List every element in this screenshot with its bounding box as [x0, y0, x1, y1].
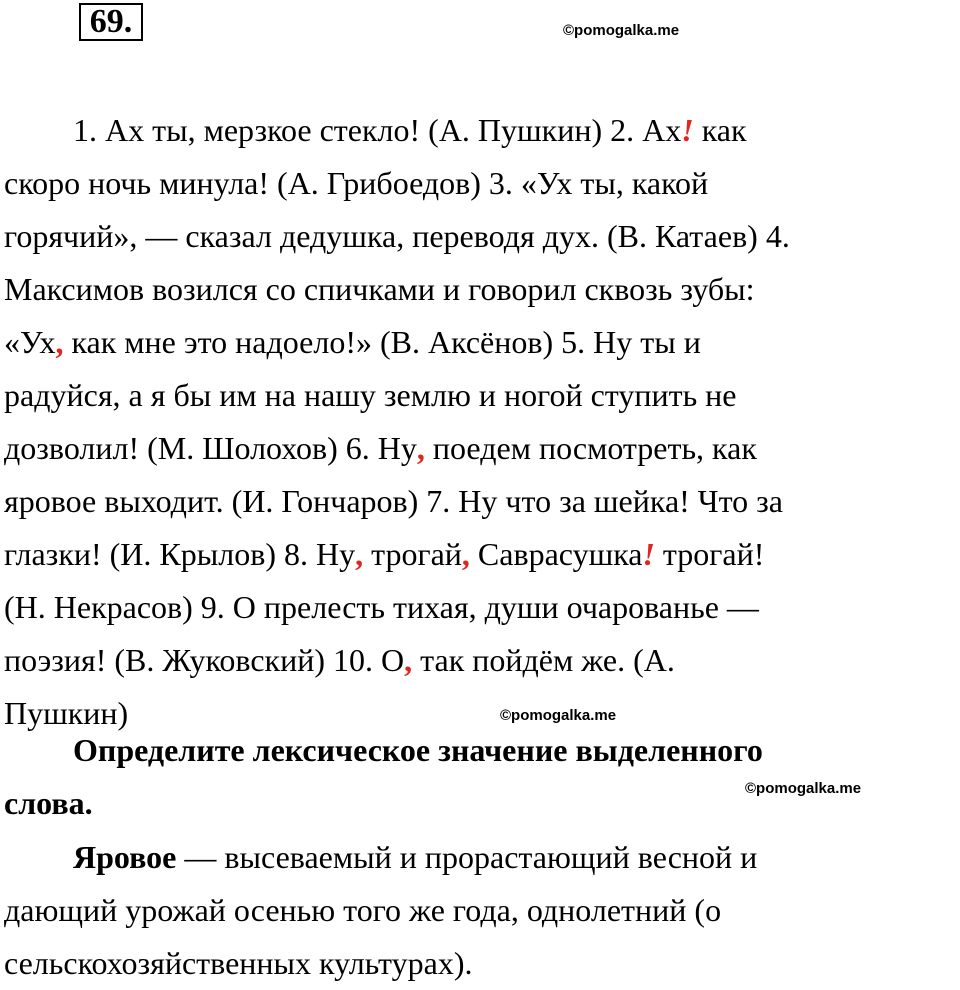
exercise-line-10: (Н. Некрасов) 9. О прелесть тихая, души очарованье —: [4, 589, 759, 625]
exercise-line-4: Максимов возился со спичками и говорил сквозь зубы:: [4, 271, 755, 307]
exercise-line-12: Пушкин): [4, 695, 129, 731]
answer-line-1: Яровое — высеваемый и прорастающий весной и: [73, 839, 758, 875]
question-line-1: Определите лексическое значение выделенного: [73, 732, 763, 768]
answer-term: Яровое: [73, 839, 177, 875]
inserted-exclamation: !: [642, 536, 655, 572]
answer-line-3: сельскохозяйственных культурах).: [4, 945, 473, 981]
exercise-line-1: 1. Ах ты, мерзкое стекло! (А. Пушкин) 2. Ах! как: [73, 112, 747, 148]
inserted-comma: ,: [416, 430, 425, 466]
task-number-box: [79, 3, 143, 41]
exercise-line-11: поэзия! (В. Жуковский) 10. О, так пойдём же. (А.: [4, 642, 675, 678]
exercise-line-7: дозволил! (М. Шолохов) 6. Ну, поедем посмотреть, как: [4, 430, 757, 466]
inserted-comma: ,: [404, 642, 413, 678]
watermark-right: ©pomogalka.me: [745, 780, 862, 797]
exercise-line-6: радуйся, а я бы им на нашу землю и ногой ступить не: [4, 377, 737, 413]
inserted-comma: ,: [355, 536, 364, 572]
inserted-comma: ,: [461, 536, 470, 572]
exercise-text: [4, 104, 960, 740]
exercise-line-8: яровое выходит. (И. Гончаров) 7. Ну что за шейка! Что за: [4, 483, 783, 519]
question-line-2: слова.: [4, 785, 93, 821]
watermark-top: ©pomogalka.me: [563, 22, 680, 39]
exercise-line-2: скоро ночь минула! (А. Грибоедов) 3. «Ух ты, какой: [4, 165, 709, 201]
exercise-line-3: горячий», — сказал дедушка, переводя дух. (В. Катаев) 4.: [4, 218, 790, 254]
watermark-middle: ©pomogalka.me: [500, 707, 617, 724]
answer-line-2: дающий урожай осенью того же года, однолетний (о: [4, 892, 722, 928]
exercise-line-9: глазки! (И. Крылов) 8. Ну, трогай, Саврасушка! трогай!: [4, 536, 765, 572]
task-number: 69.: [89, 3, 133, 40]
inserted-comma: ,: [55, 324, 64, 360]
inserted-exclamation: !: [681, 112, 694, 148]
question-text: [4, 724, 960, 830]
exercise-line-5: «Ух, как мне это надоело!» (В. Аксёнов) 5. Ну ты и: [4, 324, 701, 360]
answer-text: [4, 831, 960, 990]
